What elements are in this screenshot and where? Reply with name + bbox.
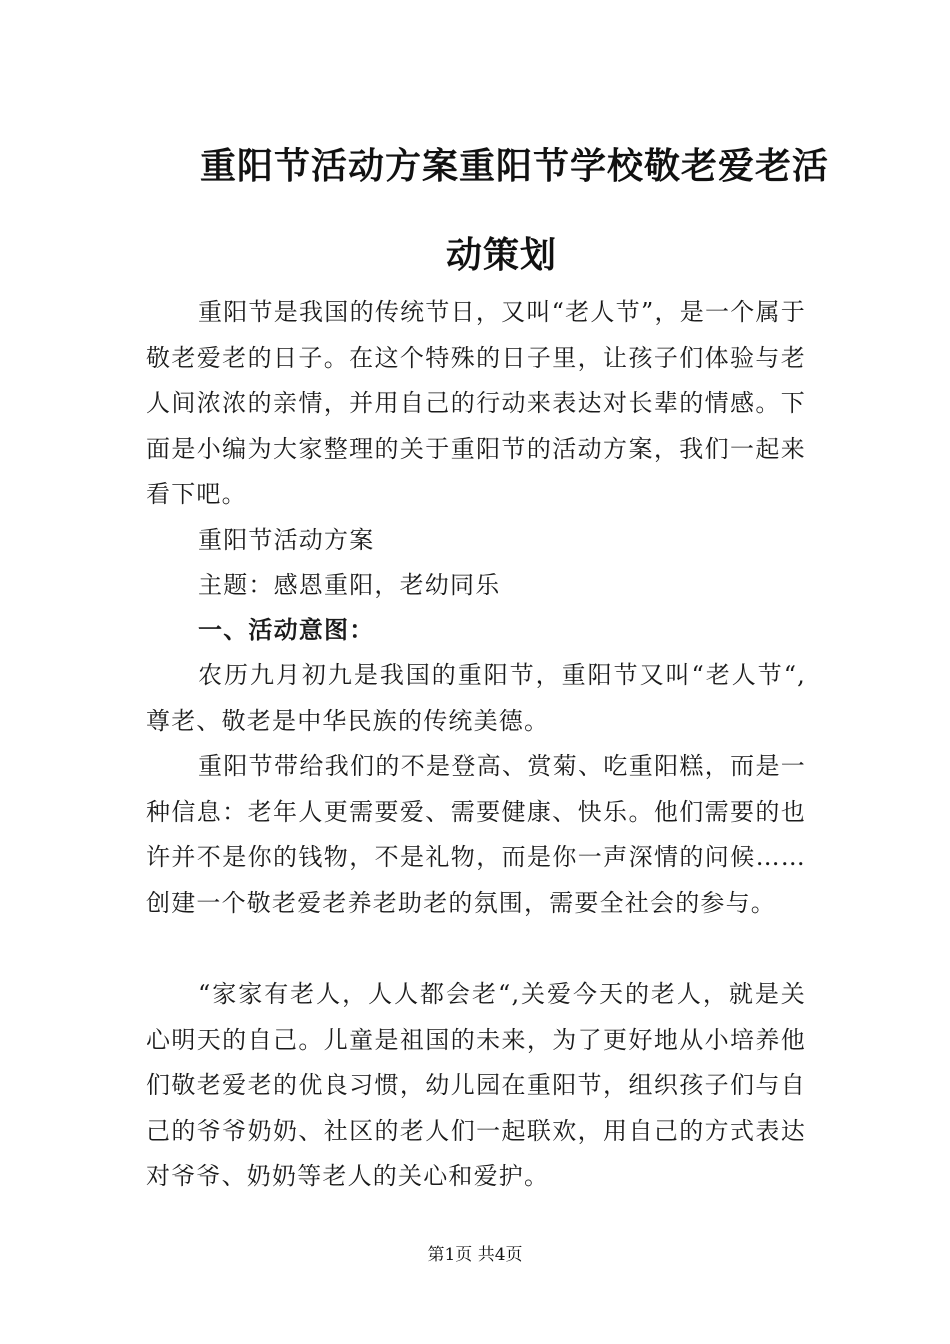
theme-line: 主题：感恩重阳，老幼同乐	[198, 571, 501, 599]
body-paragraph-1: 农历九月初九是我国的重阳节，重阳节又叫“老人节“,尊老、敬老是中华民族的传统美德。	[146, 661, 806, 735]
body-paragraph-3: “家家有老人，人人都会老“,关爱今天的老人，就是关心明天的自己。儿童是祖国的未来，为了更好地从小培养他们敬老爱老的优良习惯，幼儿园在重阳节，组织孩子们与自己的爷爷奶奶、社区的老人们一起联欢，用自己的方式表达对爷爷、奶奶等老人的关心和爱护。	[146, 980, 806, 1190]
activity-intent-heading: 一、活动意图：	[198, 616, 375, 644]
page-footer: 第1页 共4页	[427, 1245, 523, 1265]
intro-paragraph: 重阳节是我国的传统节日，又叫“老人节”，是一个属于敬老爱老的日子。在这个特殊的日子里，让孩子们体验与老人间浓浓的亲情，并用自己的行动来表达对长辈的情感。下面是小编为大家整理的关于重阳节的活动方案，我们一起来看下吧。	[146, 298, 806, 508]
section-title: 重阳节活动方案	[198, 526, 375, 554]
body-paragraph-2: 重阳节带给我们的不是登高、赏菊、吃重阳糕，而是一种信息：老年人更需要爱、需要健康、快乐。他们需要的也许并不是你的钱物，不是礼物，而是你一声深情的问候……创建一个敬老爱老养老助老的氛围，需要全社会的参与。	[146, 752, 806, 917]
document-title-line-1: 重阳节活动方案重阳节学校敬老爱老活	[200, 146, 830, 187]
document-title-line-2: 动策划	[446, 235, 558, 276]
